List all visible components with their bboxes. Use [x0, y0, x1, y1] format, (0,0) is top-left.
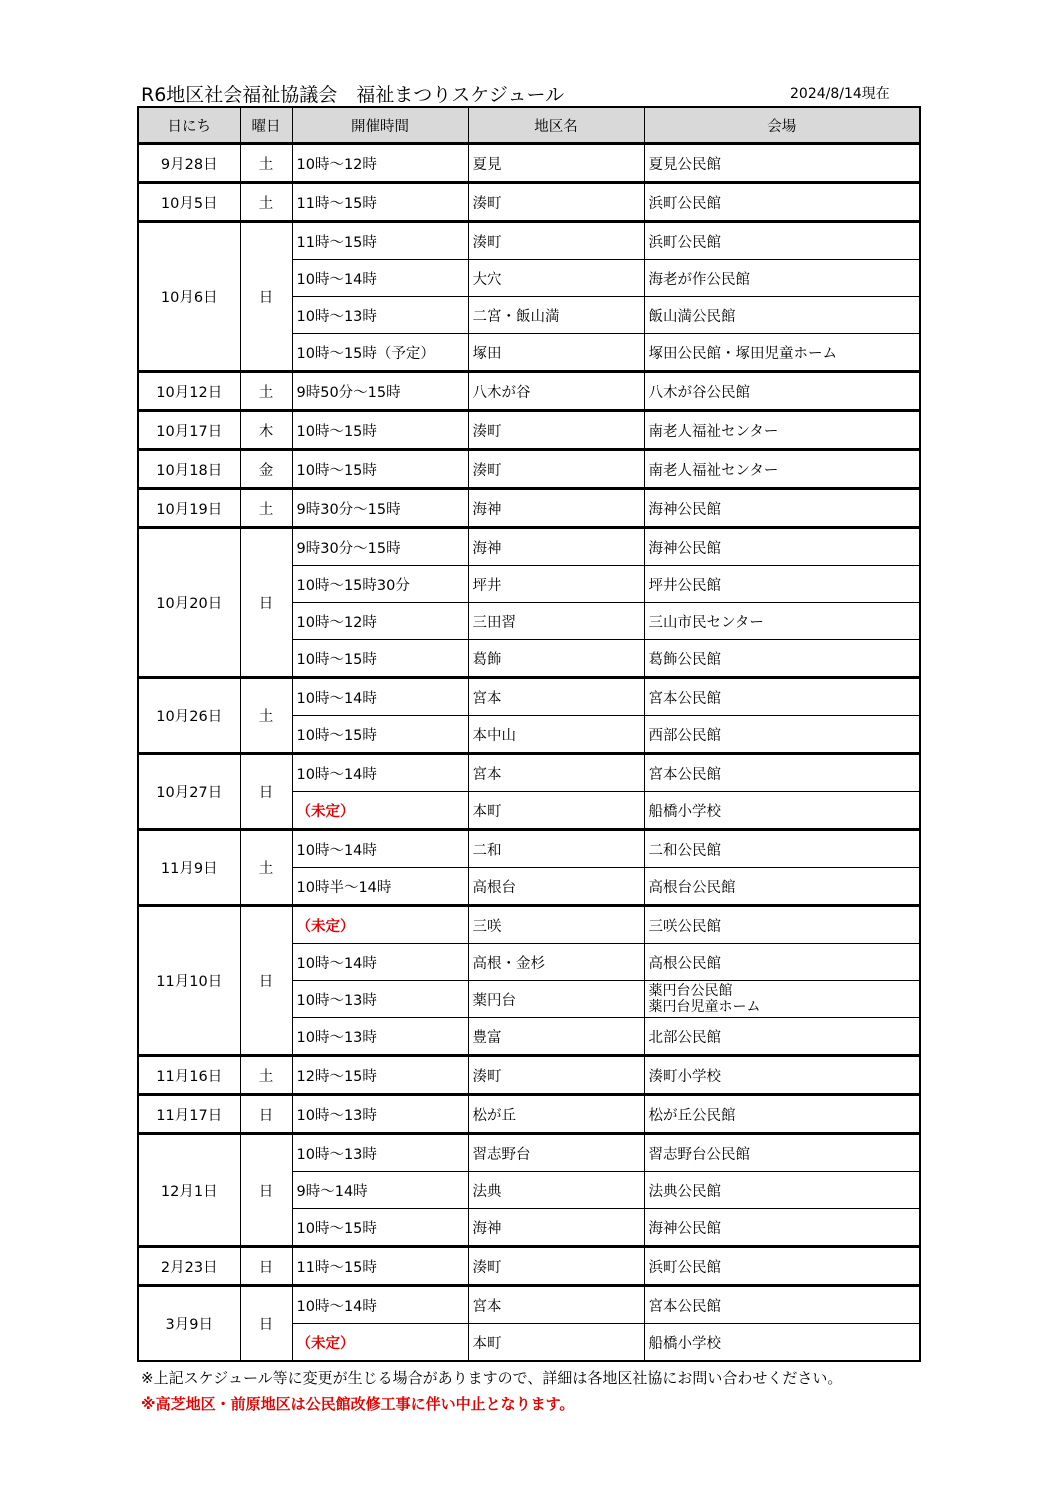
- venue-cell: 飯山満公民館: [644, 297, 920, 334]
- weekday-cell: 日: [240, 906, 292, 1056]
- table-row: [138, 183, 920, 222]
- cancellation-notice: ※高芝地区・前原地区は公民館改修工事に伴い中止となります。: [141, 1395, 575, 1413]
- table-row: [138, 1286, 920, 1324]
- weekday-cell: 土: [240, 372, 292, 411]
- column-header-venue: 会場: [644, 107, 920, 144]
- venue-cell: 夏見公民館: [644, 144, 920, 183]
- table-row: [138, 411, 920, 450]
- weekday-cell: 日: [240, 1134, 292, 1247]
- venue-cell: 船橋小学校: [644, 792, 920, 830]
- district-cell: 海神: [468, 528, 644, 566]
- time-cell: 12時～15時: [292, 1056, 468, 1095]
- date-cell: 11月17日: [138, 1095, 240, 1134]
- district-cell: 宮本: [468, 754, 644, 792]
- venue-cell: 海神公民館: [644, 528, 920, 566]
- district-cell: 宮本: [468, 1286, 644, 1324]
- time-cell: 10時～13時: [292, 981, 468, 1018]
- district-cell: 坪井: [468, 566, 644, 603]
- schedule-table: [137, 106, 921, 1362]
- table-row: [138, 528, 920, 566]
- venue-cell: 習志野台公民館: [644, 1134, 920, 1172]
- weekday-cell: 土: [240, 1056, 292, 1095]
- district-cell: 二和: [468, 830, 644, 868]
- district-cell: 本中山: [468, 716, 644, 754]
- time-cell: 10時～14時: [292, 754, 468, 792]
- venue-cell: 海老が作公民館: [644, 260, 920, 297]
- venue-line: 薬円台公民館: [648, 983, 733, 999]
- venue-cell: 高根台公民館: [644, 868, 920, 906]
- time-cell: 10時～15時: [292, 411, 468, 450]
- district-cell: 湊町: [468, 411, 644, 450]
- district-cell: 二宮・飯山満: [468, 297, 644, 334]
- weekday-cell: 日: [240, 754, 292, 830]
- date-cell: 10月18日: [138, 450, 240, 489]
- date-cell: 12月1日: [138, 1134, 240, 1247]
- date-cell: 11月9日: [138, 830, 240, 906]
- venue-cell: 北部公民館: [644, 1018, 920, 1056]
- weekday-cell: 木: [240, 411, 292, 450]
- venue-cell: 三咲公民館: [644, 906, 920, 944]
- district-cell: 本町: [468, 1324, 644, 1362]
- venue-cell: 浜町公民館: [644, 183, 920, 222]
- table-row: [138, 1095, 920, 1134]
- time-cell: 10時～15時（予定）: [292, 334, 468, 372]
- venue-cell: 塚田公民館・塚田児童ホーム: [644, 334, 920, 372]
- time-cell: 9時50分～15時: [292, 372, 468, 411]
- venue-cell: 南老人福祉センター: [644, 411, 920, 450]
- date-cell: 2月23日: [138, 1247, 240, 1286]
- table-row: [138, 1056, 920, 1095]
- venue-cell: 海神公民館: [644, 489, 920, 528]
- date-cell: 11月16日: [138, 1056, 240, 1095]
- time-cell: 10時～13時: [292, 1018, 468, 1056]
- district-cell: 湊町: [468, 1247, 644, 1286]
- time-cell: （未定）: [292, 1324, 468, 1362]
- table-header-row: [138, 107, 920, 144]
- venue-cell: 船橋小学校: [644, 1324, 920, 1362]
- district-cell: 塚田: [468, 334, 644, 372]
- venue-line: 薬円台児童ホーム: [648, 999, 761, 1015]
- date-cell: 10月19日: [138, 489, 240, 528]
- time-cell: 10時～14時: [292, 830, 468, 868]
- weekday-cell: 土: [240, 183, 292, 222]
- time-cell: 10時～14時: [292, 1286, 468, 1324]
- venue-cell: 高根公民館: [644, 944, 920, 981]
- date-cell: 10月6日: [138, 222, 240, 372]
- venue-cell: 八木が谷公民館: [644, 372, 920, 411]
- time-cell: 11時～15時: [292, 222, 468, 260]
- weekday-cell: 金: [240, 450, 292, 489]
- table-row: [138, 830, 920, 868]
- weekday-cell: 土: [240, 489, 292, 528]
- time-cell: 10時～14時: [292, 260, 468, 297]
- district-cell: 豊富: [468, 1018, 644, 1056]
- date-cell: 10月26日: [138, 678, 240, 754]
- date-cell: 10月20日: [138, 528, 240, 678]
- district-cell: 松が丘: [468, 1095, 644, 1134]
- venue-cell: 浜町公民館: [644, 222, 920, 260]
- as-of-date: 2024/8/14現在: [790, 86, 890, 102]
- weekday-cell: 土: [240, 830, 292, 906]
- time-cell: 10時～15時: [292, 640, 468, 678]
- venue-cell: [644, 981, 920, 1018]
- district-cell: 湊町: [468, 183, 644, 222]
- venue-cell: 宮本公民館: [644, 678, 920, 716]
- table-row: [138, 1247, 920, 1286]
- time-cell: 10時～13時: [292, 1134, 468, 1172]
- venue-cell: 南老人福祉センター: [644, 450, 920, 489]
- weekday-cell: 土: [240, 144, 292, 183]
- venue-cell: 海神公民館: [644, 1209, 920, 1247]
- time-cell: 10時半～14時: [292, 868, 468, 906]
- time-cell: 10時～15時: [292, 1209, 468, 1247]
- time-cell: 10時～13時: [292, 297, 468, 334]
- date-cell: 11月10日: [138, 906, 240, 1056]
- district-cell: 法典: [468, 1172, 644, 1209]
- time-cell: 10時～15時: [292, 450, 468, 489]
- venue-cell: 宮本公民館: [644, 754, 920, 792]
- weekday-cell: 日: [240, 1247, 292, 1286]
- weekday-cell: 日: [240, 222, 292, 372]
- column-header-district: 地区名: [468, 107, 644, 144]
- district-cell: 葛飾: [468, 640, 644, 678]
- date-cell: 10月27日: [138, 754, 240, 830]
- district-cell: 湊町: [468, 1056, 644, 1095]
- date-cell: 10月5日: [138, 183, 240, 222]
- table-row: [138, 678, 920, 716]
- venue-cell: 湊町小学校: [644, 1056, 920, 1095]
- district-cell: 高根台: [468, 868, 644, 906]
- column-header-day: 曜日: [240, 107, 292, 144]
- district-cell: 海神: [468, 1209, 644, 1247]
- district-cell: 高根・金杉: [468, 944, 644, 981]
- district-cell: 本町: [468, 792, 644, 830]
- venue-cell: 葛飾公民館: [644, 640, 920, 678]
- table-row: [138, 489, 920, 528]
- district-cell: 習志野台: [468, 1134, 644, 1172]
- schedule-body: [138, 144, 920, 1362]
- time-cell: 9時30分～15時: [292, 489, 468, 528]
- district-cell: 湊町: [468, 450, 644, 489]
- column-header-date: 日にち: [138, 107, 240, 144]
- table-row: [138, 372, 920, 411]
- district-cell: 湊町: [468, 222, 644, 260]
- venue-cell: 法典公民館: [644, 1172, 920, 1209]
- time-cell: 10時～12時: [292, 144, 468, 183]
- weekday-cell: 日: [240, 1286, 292, 1362]
- time-cell: 10時～12時: [292, 603, 468, 640]
- district-cell: 海神: [468, 489, 644, 528]
- venue-cell: 西部公民館: [644, 716, 920, 754]
- time-cell: 10時～14時: [292, 944, 468, 981]
- district-cell: 夏見: [468, 144, 644, 183]
- venue-cell: 二和公民館: [644, 830, 920, 868]
- table-row: [138, 906, 920, 944]
- time-cell: 9時30分～15時: [292, 528, 468, 566]
- weekday-cell: 日: [240, 1095, 292, 1134]
- table-row: [138, 450, 920, 489]
- district-cell: 三咲: [468, 906, 644, 944]
- district-cell: 大穴: [468, 260, 644, 297]
- time-cell: 10時～15時30分: [292, 566, 468, 603]
- venue-cell: 三山市民センター: [644, 603, 920, 640]
- time-cell: 10時～14時: [292, 678, 468, 716]
- table-row: [138, 144, 920, 183]
- venue-cell: 宮本公民館: [644, 1286, 920, 1324]
- change-notice: ※上記スケジュール等に変更が生じる場合がありますので、詳細は各地区社協にお問い合わせください。: [141, 1369, 843, 1387]
- table-row: [138, 1134, 920, 1172]
- time-cell: 11時～15時: [292, 183, 468, 222]
- time-cell: （未定）: [292, 792, 468, 830]
- weekday-cell: 土: [240, 678, 292, 754]
- table-row: [138, 222, 920, 260]
- time-cell: （未定）: [292, 906, 468, 944]
- date-cell: 10月12日: [138, 372, 240, 411]
- table-row: [138, 754, 920, 792]
- time-cell: 9時～14時: [292, 1172, 468, 1209]
- page-title: R6地区社会福祉協議会 福祉まつりスケジュール: [141, 84, 565, 106]
- venue-cell: 浜町公民館: [644, 1247, 920, 1286]
- time-cell: 11時～15時: [292, 1247, 468, 1286]
- district-cell: 八木が谷: [468, 372, 644, 411]
- date-cell: 9月28日: [138, 144, 240, 183]
- weekday-cell: 日: [240, 528, 292, 678]
- venue-cell: 松が丘公民館: [644, 1095, 920, 1134]
- date-cell: 10月17日: [138, 411, 240, 450]
- district-cell: 宮本: [468, 678, 644, 716]
- district-cell: 三田習: [468, 603, 644, 640]
- time-cell: 10時～15時: [292, 716, 468, 754]
- date-cell: 3月9日: [138, 1286, 240, 1362]
- time-cell: 10時～13時: [292, 1095, 468, 1134]
- column-header-time: 開催時間: [292, 107, 468, 144]
- venue-cell: 坪井公民館: [644, 566, 920, 603]
- district-cell: 薬円台: [468, 981, 644, 1018]
